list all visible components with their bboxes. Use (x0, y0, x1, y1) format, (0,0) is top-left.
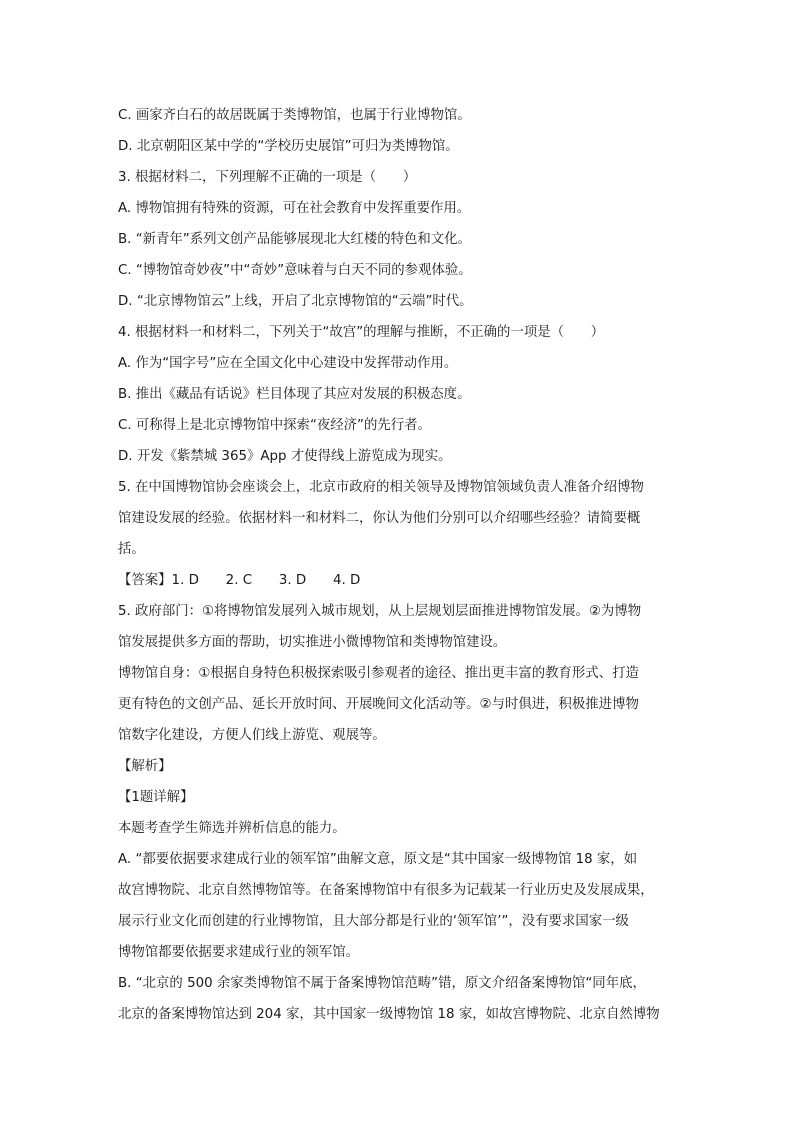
option-d-q4: D. 开发《紫禁城 365》App 才使得线上游览成为现实。 (118, 449, 452, 464)
option-c-q4: C. 可称得上是北京博物馆中探索“夜经济”的先行者。 (118, 418, 431, 433)
q1-detail-a-line-3: 展示行业文化而创建的行业博物馆，且大部分都是行业的‘领军馆’”，没有要求国家一级 (118, 914, 629, 929)
answer-5-line-5: 馆数字化建设，方便人们线上游览、观展等。 (118, 728, 386, 743)
question-5-line-3: 括。 (118, 542, 145, 557)
answer-5-line-2: 馆发展提供多方面的帮助，切实推进小微博物馆和类博物馆建设。 (118, 635, 507, 650)
question-4: 4. 根据材料一和材料二，下列关于“故宫”的理解与推断，不正确的一项是（ ） (118, 325, 605, 340)
q1-detail-a-line-2: 故宫博物院、北京自然博物馆等。在备案博物馆中有很多为记载某一行业历史及发展成果， (118, 883, 654, 898)
option-b-q4: B. 推出《藏品有话说》栏目体现了其应对发展的积极态度。 (118, 387, 471, 402)
q1-detail-a-line-4: 博物馆都要依据要求建成行业的领军馆。 (118, 945, 360, 960)
answer-5-line-3: 博物馆自身：①根据自身特色积极探索吸引参观者的途径、推出更丰富的教育形式、打造 (118, 666, 639, 681)
q1-detail-b-line-2: 北京的备案博物馆达到 204 家，其中国家一级博物馆 18 家，如故宫博物院、北京自然博物 (118, 1007, 660, 1022)
q1-detail-a-line-1: A. “都要依据要求建成行业的领军馆”曲解文意，原文是“其中国家一级博物馆 18 家，如 (118, 852, 638, 867)
option-c-q3: C. “博物馆奇妙夜”中“奇妙”意味着与白天不同的参观体验。 (118, 263, 472, 278)
option-d-q2: D. 北京朝阳区某中学的“学校历史展馆”可归为类博物馆。 (118, 139, 459, 154)
option-b-q3: B. “新青年”系列文创产品能够展现北大红楼的特色和文化。 (118, 232, 471, 247)
q1-detail-heading: 【1题详解】 (118, 790, 194, 805)
question-5-line-2: 馆建设发展的经验。依据材料一和材料二，你认为他们分别可以介绍哪些经验？请简要概 (118, 511, 641, 526)
question-5-line-1: 5. 在中国博物馆协会座谈会上，北京市政府的相关领导及博物馆领域负责人准备介绍博物 (118, 480, 644, 495)
q1-detail-b-line-1: B. “北京的 500 余家类博物馆不属于备案博物馆范畴”错，原文介绍备案博物馆“同年底， (118, 976, 646, 991)
option-c-q2: C. 画家齐白石的故居既属于类博物馆，也属于行业博物馆。 (118, 108, 471, 123)
answer-5-line-1: 5. 政府部门：①将博物馆发展列入城市规划，从上层规划层面推进博物馆发展。②为博物 (118, 604, 642, 619)
answer-key: 【答案】1. D 2. C 3. D 4. D (118, 573, 361, 588)
document-page (118, 100, 678, 1030)
question-3: 3. 根据材料二，下列理解不正确的一项是（ ） (118, 170, 417, 185)
analysis-heading: 【解析】 (118, 759, 172, 774)
option-d-q3: D. “北京博物馆云”上线，开启了北京博物馆的“云端”时代。 (118, 294, 473, 309)
option-a-q3: A. 博物馆拥有特殊的资源，可在社会教育中发挥重要作用。 (118, 201, 471, 216)
q1-detail-intro: 本题考查学生筛选并辨析信息的能力。 (118, 821, 346, 836)
answer-5-line-4: 更有特色的文创产品、延长开放时间、开展晚间文化活动等。②与时俱进，积极推进博物 (118, 697, 639, 712)
option-a-q4: A. 作为“国字号”应在全国文化中心建设中发挥带动作用。 (118, 356, 458, 371)
